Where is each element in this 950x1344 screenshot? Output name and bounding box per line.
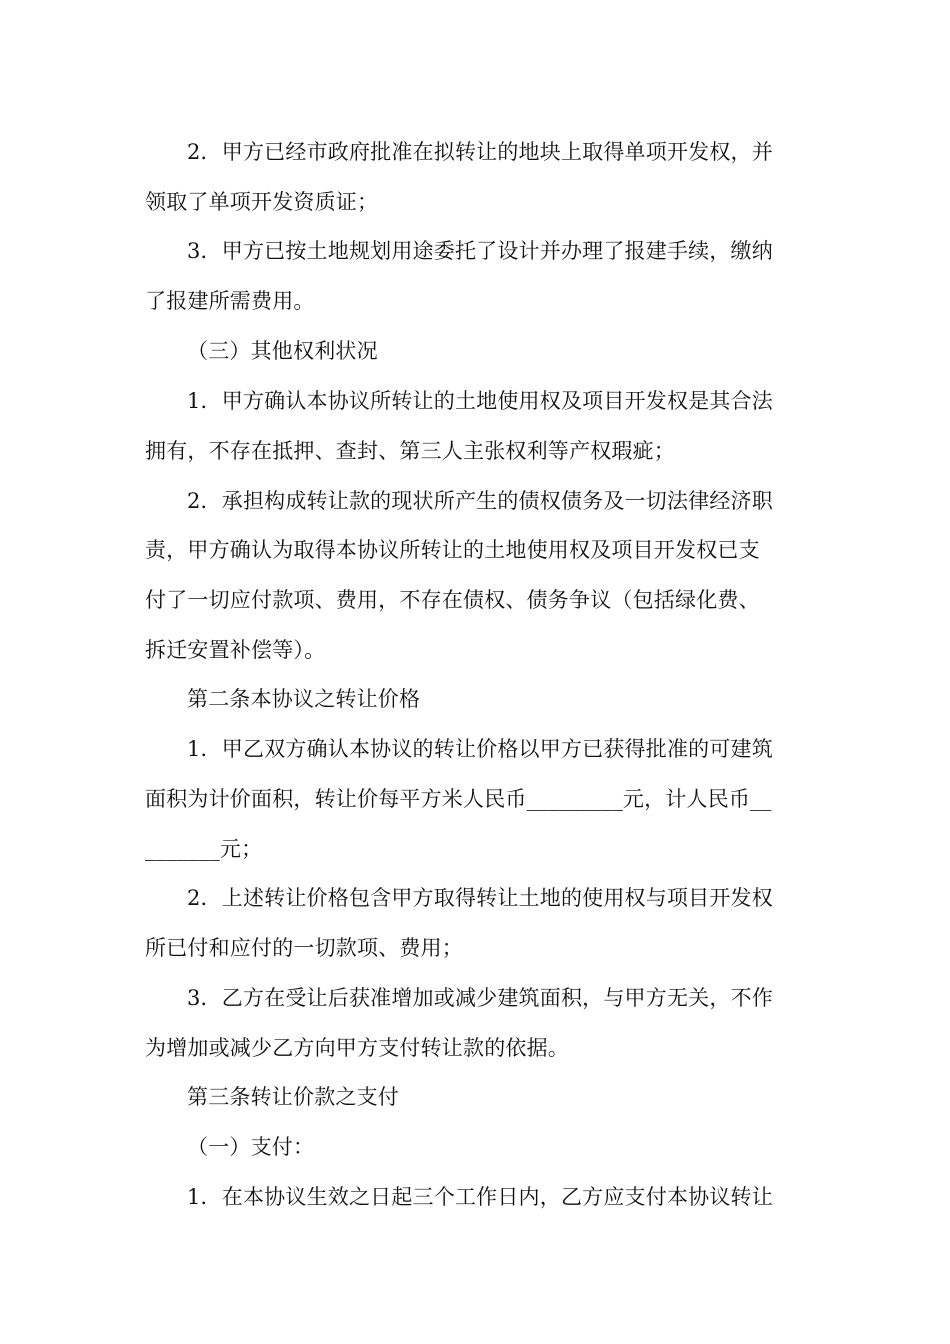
- paragraph-line: 所已付和应付的一切款项、费用；: [145, 936, 463, 960]
- paragraph-line: 拥有，不存在抵押、查封、第三人主张权利等产权瑕疵；: [145, 439, 675, 463]
- paragraph-line: 1．甲方确认本协议所转让的土地使用权及项目开发权是其合法: [187, 389, 773, 413]
- section-heading: （三）其他权利状况: [187, 339, 378, 363]
- article-heading: 第二条本协议之转让价格: [187, 687, 421, 711]
- article-heading: 第三条转让价款之支付: [187, 1085, 399, 1109]
- paragraph-line: 3．乙方在受让后获准增加或减少建筑面积，与甲方无关，不作: [187, 986, 773, 1010]
- paragraph-line: 拆迁安置补偿等）。: [145, 638, 326, 662]
- paragraph-line: 1．甲乙双方确认本协议的转让价格以甲方已获得批准的可建筑: [187, 737, 773, 761]
- paragraph-line: 付了一切应付款项、费用，不存在债权、债务争议（包括绿化费、: [145, 588, 760, 612]
- paragraph-line: 1．在本协议生效之日起三个工作日内，乙方应支付本协议转让: [187, 1185, 773, 1209]
- paragraph-line: 3．甲方已按土地规划用途委托了设计并办理了报建手续，缴纳: [187, 239, 773, 263]
- paragraph-line: 了报建所需费用。: [145, 289, 315, 313]
- paragraph-line: 2．甲方已经市政府批准在拟转让的地块上取得单项开发权，并: [187, 140, 773, 164]
- paragraph-line: 面积为计价面积，转让价每平方米人民币_________元，计人民币__: [145, 787, 772, 811]
- paragraph-line: 为增加或减少乙方向甲方支付转让款的依据。: [145, 1036, 569, 1060]
- paragraph-line: 责，甲方确认为取得本协议所转让的土地使用权及项目开发权已支: [145, 538, 760, 562]
- paragraph-line: _______元；: [145, 837, 263, 861]
- paragraph-line: 领取了单项开发资质证；: [145, 190, 379, 214]
- paragraph-line: 2．上述转让价格包含甲方取得转让土地的使用权与项目开发权: [187, 886, 773, 910]
- section-heading: （一）支付：: [187, 1135, 315, 1159]
- paragraph-line: 2．承担构成转让款的现状所产生的债权债务及一切法律经济职: [187, 489, 773, 513]
